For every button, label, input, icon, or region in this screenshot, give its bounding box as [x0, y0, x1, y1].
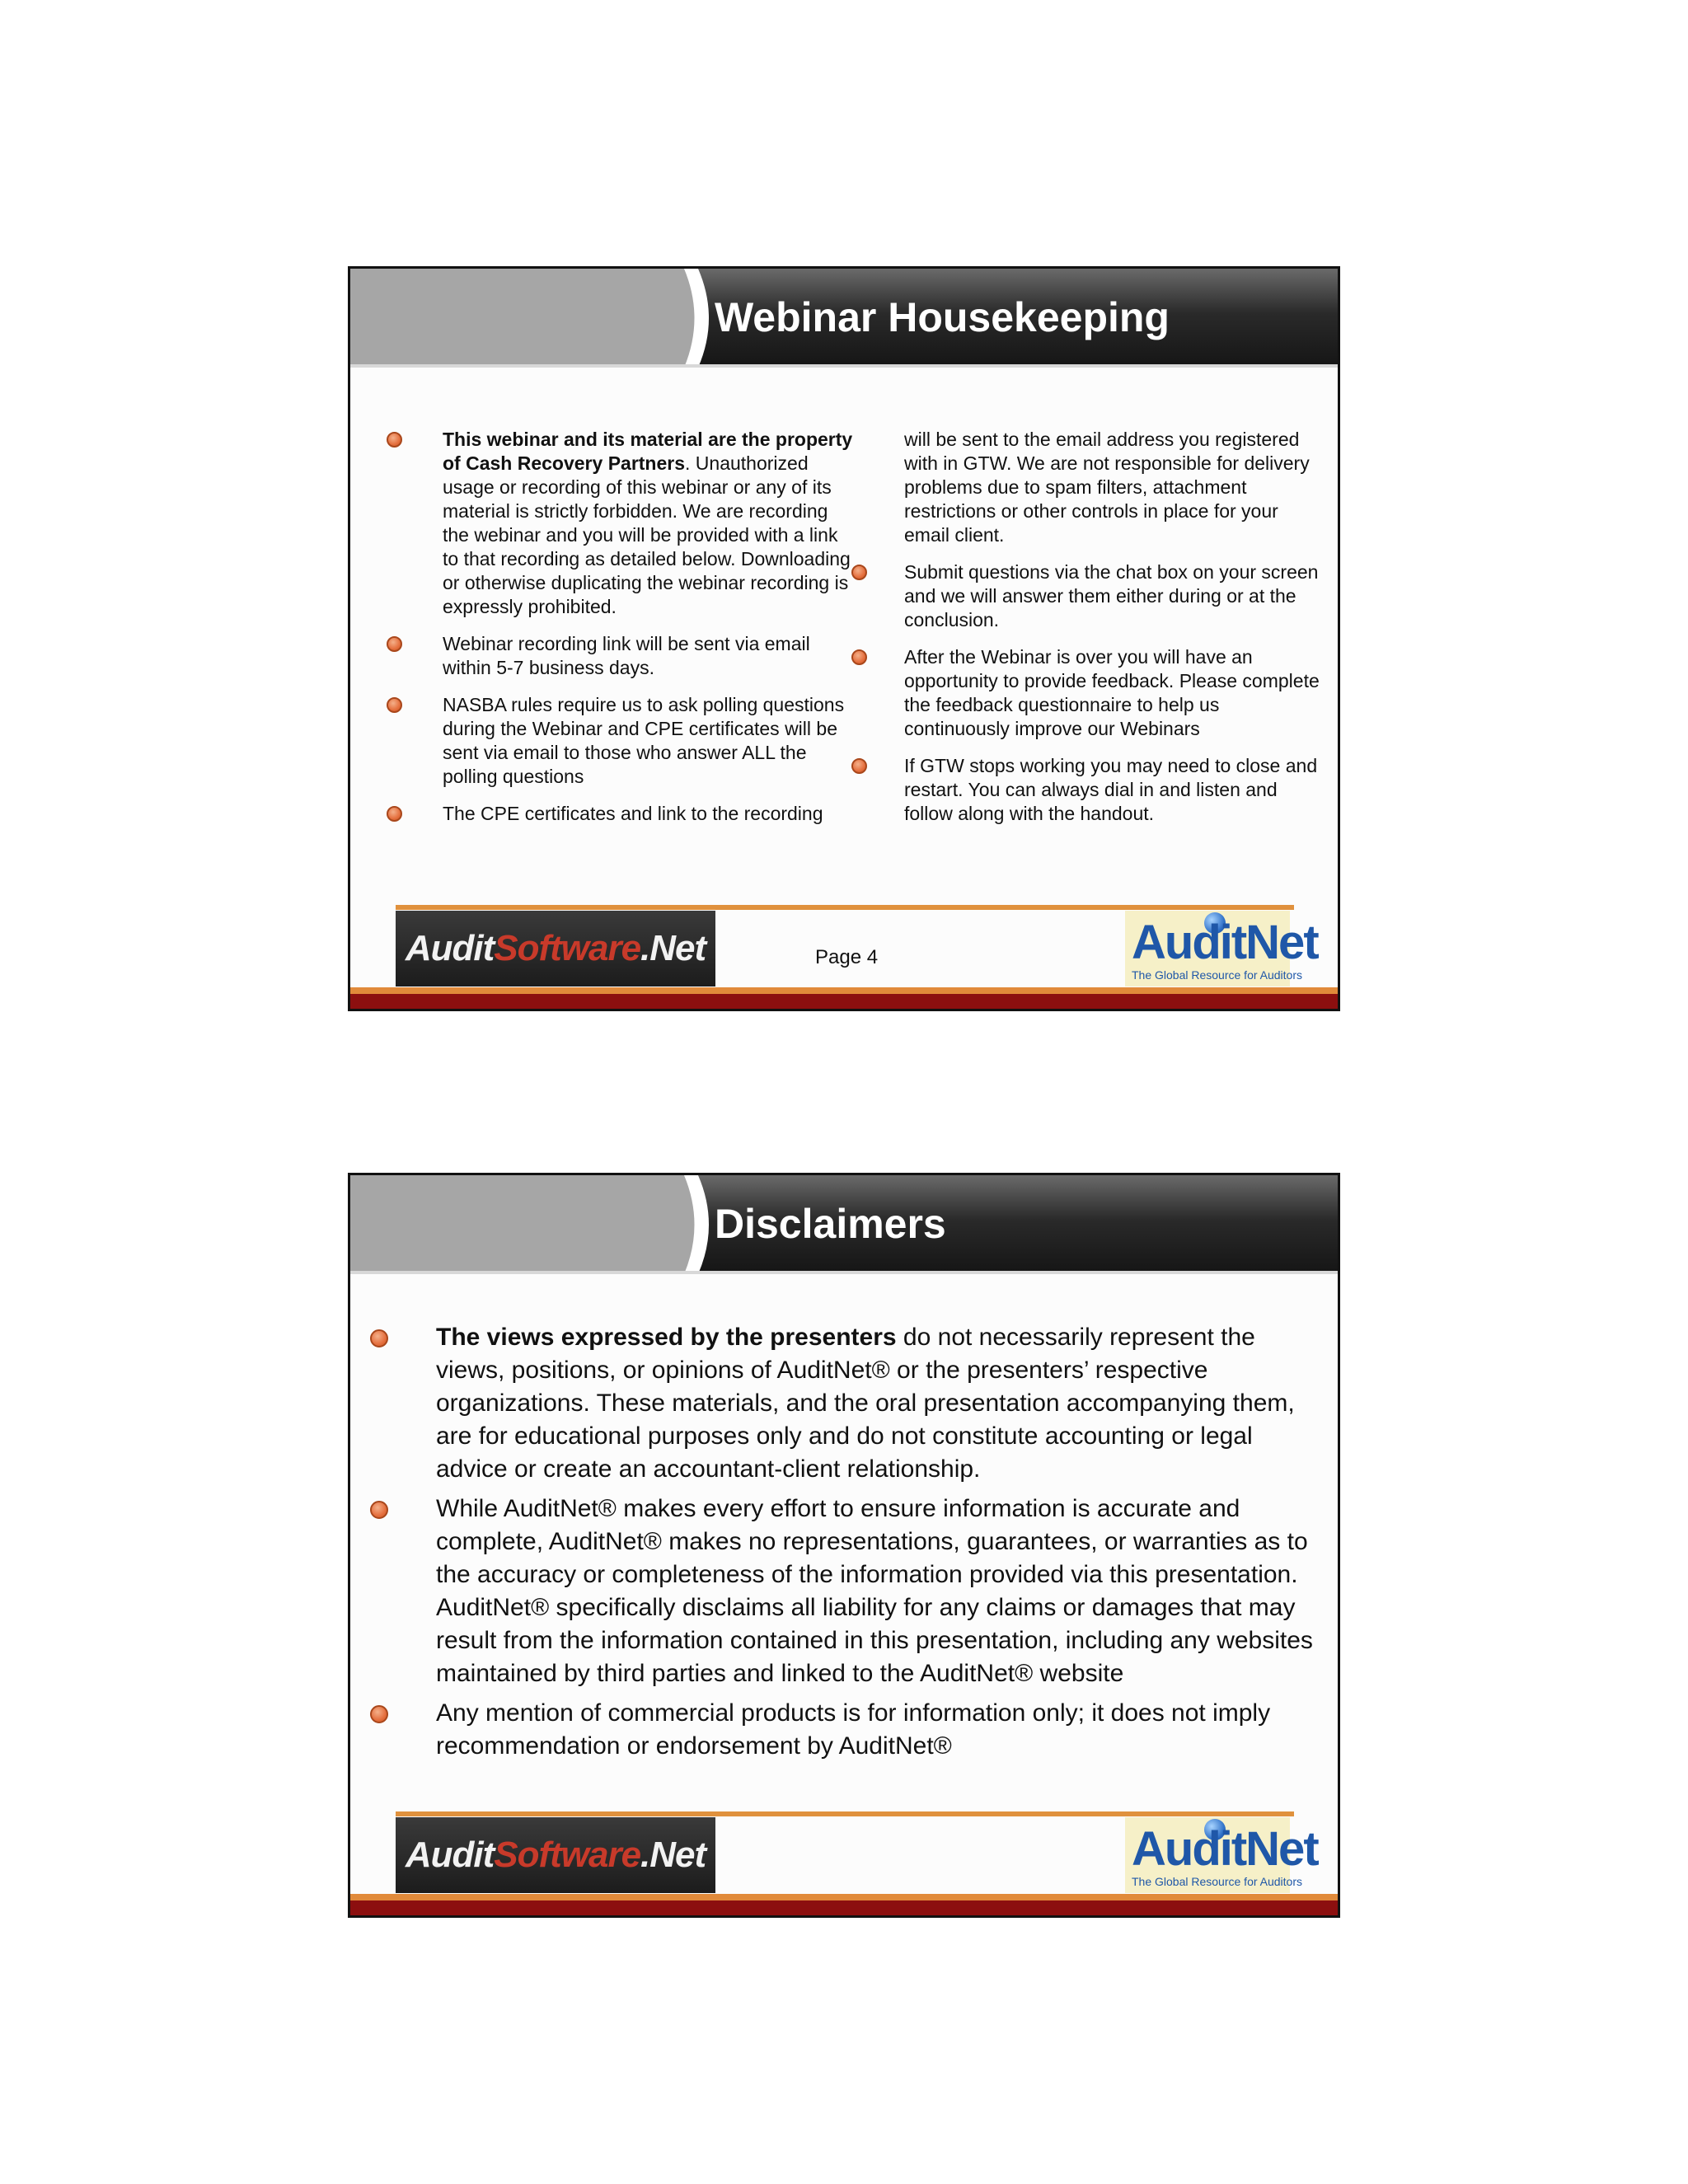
footer-bar-orange — [350, 1894, 1338, 1900]
logo-text-software: Software — [494, 928, 641, 968]
bullet-dot-icon — [387, 636, 402, 652]
bullet-text: NASBA rules require us to ask polling questions during the Webinar and CPE certificates will be sent via email to those who answer ALL the polling questions — [443, 694, 845, 787]
bullet-dot-icon — [387, 806, 402, 822]
bullet-text: Any mention of commercial products is for information only; it does not imply recommendation or endorsement by AuditNet® — [436, 1699, 1271, 1760]
logo-text-net: .Net — [640, 1835, 706, 1875]
bullet-item — [868, 645, 1321, 741]
bullet-item — [367, 1321, 1323, 1486]
auditnet-logo — [1125, 1817, 1318, 1893]
bullet-dot-icon — [370, 1329, 388, 1347]
slide-title: Disclaimers — [715, 1201, 946, 1247]
auditsoftware-logo — [396, 1817, 715, 1893]
bullet-item — [383, 693, 857, 789]
bullet-dot-icon — [387, 697, 402, 713]
footer-bar-red — [350, 1900, 1338, 1915]
bullet-item — [383, 428, 857, 619]
bullet-item — [367, 1493, 1323, 1690]
auditnet-logo-tagline: The Global Resource for Auditors — [1132, 968, 1302, 982]
bullet-text: The CPE certificates and link to the recording — [443, 803, 823, 824]
bullet-item — [383, 632, 857, 680]
slide-webinar-housekeeping — [348, 266, 1340, 1011]
auditnet-logo-name: AuditNet — [1132, 1822, 1318, 1876]
bullet-text: . Unauthorized usage or recording of this webinar or any of its material is strictly forbidden. We are recording the webinar and you will be provided with a link to that recording as detailed below. Downloading or otherwise duplicating the webinar recording is expressly prohibited. — [443, 452, 851, 617]
footer-divider — [396, 905, 1294, 910]
slide-disclaimers — [348, 1173, 1340, 1918]
bullet-list-right — [868, 428, 1321, 839]
footer-bar-orange — [350, 987, 1338, 994]
bullet-list — [367, 1321, 1323, 1769]
logo-text-audit: Audit — [405, 1835, 495, 1875]
bullet-text: After the Webinar is over you will have an opportunity to provide feedback. Please complete the feedback questionnaire to help us continuously improve our Webinars — [904, 646, 1320, 739]
bullet-text: Submit questions via the chat box on your screen and we will answer them either during or at the conclusion. — [904, 561, 1319, 630]
bullet-text: If GTW stops working you may need to close and restart. You can always dial in and listen and follow along with the handout. — [904, 755, 1318, 824]
bullet-dot-icon — [851, 565, 867, 580]
auditsoftware-logo — [396, 911, 715, 987]
bullet-dot-icon — [370, 1501, 388, 1519]
bullet-item — [367, 1697, 1323, 1763]
bullet-list-left — [383, 428, 857, 839]
bullet-dot-icon — [387, 432, 402, 448]
logo-text-software: Software — [494, 1835, 641, 1875]
slide-header — [350, 269, 1338, 368]
bullet-text: do not necessarily represent the views, positions, or opinions of AuditNet® or the presenters’ respective organizations. These materials, and the oral presentation accompanying them, are for educational purposes only and do not constitute accounting or legal advice or create an accountant-client relationship. — [436, 1324, 1295, 1483]
bullet-text: Webinar recording link will be sent via email within 5-7 business days. — [443, 633, 810, 678]
auditnet-logo-name: AuditNet — [1132, 916, 1318, 969]
bullet-item — [383, 802, 857, 826]
slide-header — [350, 1175, 1338, 1274]
slide-title: Webinar Housekeeping — [715, 294, 1170, 340]
bullet-dot-icon — [851, 649, 867, 665]
bullet-item — [868, 754, 1321, 826]
bullet-bold-text: The views expressed by the presenters — [436, 1324, 897, 1351]
auditnet-logo-tagline: The Global Resource for Auditors — [1132, 1875, 1302, 1888]
auditnet-logo — [1125, 911, 1318, 987]
footer-divider — [396, 1811, 1294, 1816]
bullet-bold-text: This webinar and its material are the property of Cash Recovery Partners — [443, 429, 853, 474]
bullet-dot-icon — [370, 1705, 388, 1723]
page-number: Page 4 — [815, 946, 879, 968]
bullet-text: While AuditNet® makes every effort to ensure information is accurate and complete, AuditNet® makes no representations, guarantees, or warranties as to the accuracy or completeness of the information provided via this presentation. AuditNet® specifically disclaims all liability for any claims or damages that may result from the information contained in this presentation, including any websites maintained by third parties and linked to the AuditNet® website — [436, 1495, 1313, 1687]
logo-text-audit: Audit — [405, 928, 495, 968]
bullet-item — [868, 560, 1321, 632]
footer-bar-red — [350, 994, 1338, 1009]
bullet-dot-icon — [851, 758, 867, 774]
bullet-continuation-text: will be sent to the email address you registered with in GTW. We are not responsible for delivery problems due to spam filters, attachment restrictions or other controls in place for your email client. — [904, 429, 1310, 546]
logo-text-net: .Net — [640, 928, 706, 968]
